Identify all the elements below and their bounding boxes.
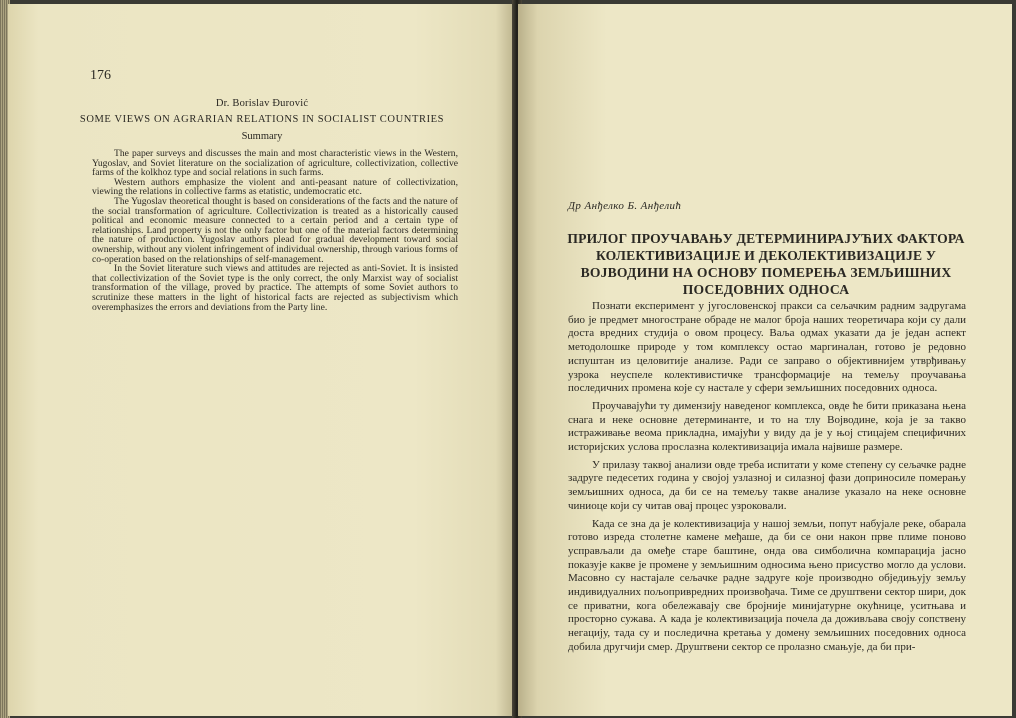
- title-line: КОЛЕКТИВИЗАЦИЈЕ И ДЕКОЛЕКТИВИЗАЦИЈЕ У: [595, 248, 937, 263]
- title-line: ВОЈВОДИНИ НА ОСНОВУ ПОМЕРЕЊА ЗЕМЉИШНИХ: [580, 265, 952, 280]
- title-line: ПРИЛОГ ПРОУЧАВАЊУ ДЕТЕРМИНИРАЈУЋИХ ФАКТОРА: [567, 231, 965, 246]
- body-paragraph: Проучавајући ту димензију наведеног комплекса, овде ће бити приказана њена снага и неке основне детерминанте, и то на тлу Војводине, која је за такво истраживање веома прикладна, имајући у виду да је у њој стицајем специфичних историјских услова прослазна колективизација имала највише размере.: [568, 399, 966, 454]
- article-author: Др Анђелко Б. Анђелић: [568, 200, 682, 212]
- body-paragraph: Када се зна да је колективизација у нашој земљи, попут набујале реке, обарала готово изреда столетне камене међаше, да би се они након прве плиме поново усправљали да омеђе старе баштине, онда ова симболична компарација јасно показује какве је промене у земљишним односима њено присуство могло да услови. Масовно су настајале сељачке радне задруге које производно обједињују земљу индивидуалних пољопривредних произвођача. Тиме се друштвени сектор шири, док се приватни, кога обележавају све бројније минијатурне окућнице, уситњава и просторно сужава. А када је колективизација почела да доживљава своју сопствену негацију, тада су и последична кретања у домену земљишних поседовних односа добила другчији смер. Друштвени сектор се пролазно смањује, да би при-: [568, 517, 966, 653]
- summary-paragraph: Western authors emphasize the violent and anti-peasant nature of collectivization, viewing the relations in collective farms as etatistic, undemocratic etc.: [92, 176, 458, 198]
- left-page: [8, 4, 516, 716]
- body-paragraph: У прилазу таквој анализи овде треба испитати у коме степену су сељачке радне задруге педесетих година у својој узлазној и силазној фази доприносиле померању земљишних односа, да би се на темељу такве анализе указало на неке основне чиниоце који су читав овај процес узроковали.: [568, 458, 966, 512]
- summary-paragraph: In the Soviet literature such views and attitudes are rejected as anti-Soviet. It is insisted that collectivization of the Soviet type is the only correct, the only Marxist way of socialist transformation of the village, proved by practice. The attempts of some Soviet authors to scrutinize these matters in the light of historical facts are rejected as subjectivism which overemphasizes the errors and deviations from the Party line.: [92, 263, 458, 313]
- summary-paragraph: The Yugoslav theoretical thought is based on considerations of the facts and the nature of the social transformation of agriculture. Collectivization is treated as a historically caused political and economic measure connected to a certain period and a certain type of relationships. Land property is not the only factor but one of the material factors determining the nature of production. Yugoslav authors plead for gradual development toward social ownership, without any violent infringement of individual ownership, through various forms of co-operation based on the relationships of self-management.: [92, 195, 458, 265]
- english-title: SOME VIEWS ON AGRARIAN RELATIONS IN SOCIALIST COUNTRIES: [79, 114, 445, 125]
- summary-heading: Summary: [241, 131, 283, 142]
- body-paragraph: Познати експеримент у југословенској пракси са сељачким радним задругама био је предмет многостране обраде не малог броја наших теоретичара који су дали доста вредних студија о овом процесу. Ваља одмах указати да је један аспект методолошке природе у том комплексу остао маргиналан, готово је редовно испуштан из целовитије анализе. Ради се заправо о објективнијем утврђивању узрока неуспеле колективистичке трансформације на темељу проучавања последичних промена које су настале у сфери земљишних поседовних односа.: [568, 300, 966, 395]
- title-line: ПОСЕДОВНИХ ОДНОСА: [682, 282, 850, 297]
- right-page: [518, 4, 1012, 716]
- page-number: 176: [90, 68, 111, 83]
- english-author: Dr. Borislav Đurović: [215, 98, 309, 109]
- summary-paragraph: The paper surveys and discusses the main and most characteristic views in the Western, Yugoslav, and Soviet literature on the socialization of agriculture, collectivization, collective farms of the kolkhoz type and social relations in such farms.: [92, 148, 458, 179]
- english-summary-body: [92, 149, 458, 312]
- article-body: [568, 300, 966, 659]
- article-title: [566, 230, 966, 298]
